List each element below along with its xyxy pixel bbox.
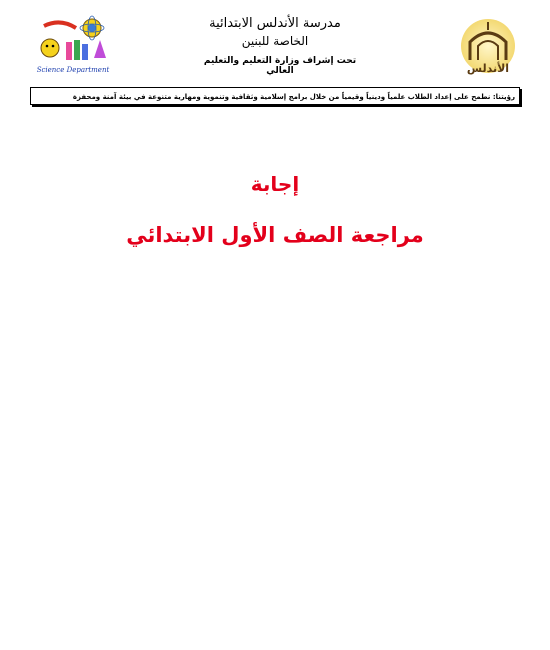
school-name: مدرسة الأندلس الابتدائية [209,16,341,31]
supervision-text: تحت إشراف وزارة التعليم والتعليم العالي [203,56,357,76]
school-subtitle: الخاصة للبنين [241,34,309,48]
vision-statement: رؤيتنا: نطمح على إعداد الطلاب علمياً ودينياً وقيمياً من خلال برامج إسلامية وثقافية وتنموية ومهارية متنوعة في بيئة آمنة ومحفزة [30,87,520,105]
school-logo-wordmark: الأندلس [466,62,510,75]
science-department-logo [30,14,116,76]
review-title: مراجعة الصف الأول الابتدائي [126,223,424,247]
school-logo [456,16,520,78]
science-department-label: Science Department [36,66,110,74]
answer-title: إجابة [250,172,300,196]
document-header [0,0,550,82]
